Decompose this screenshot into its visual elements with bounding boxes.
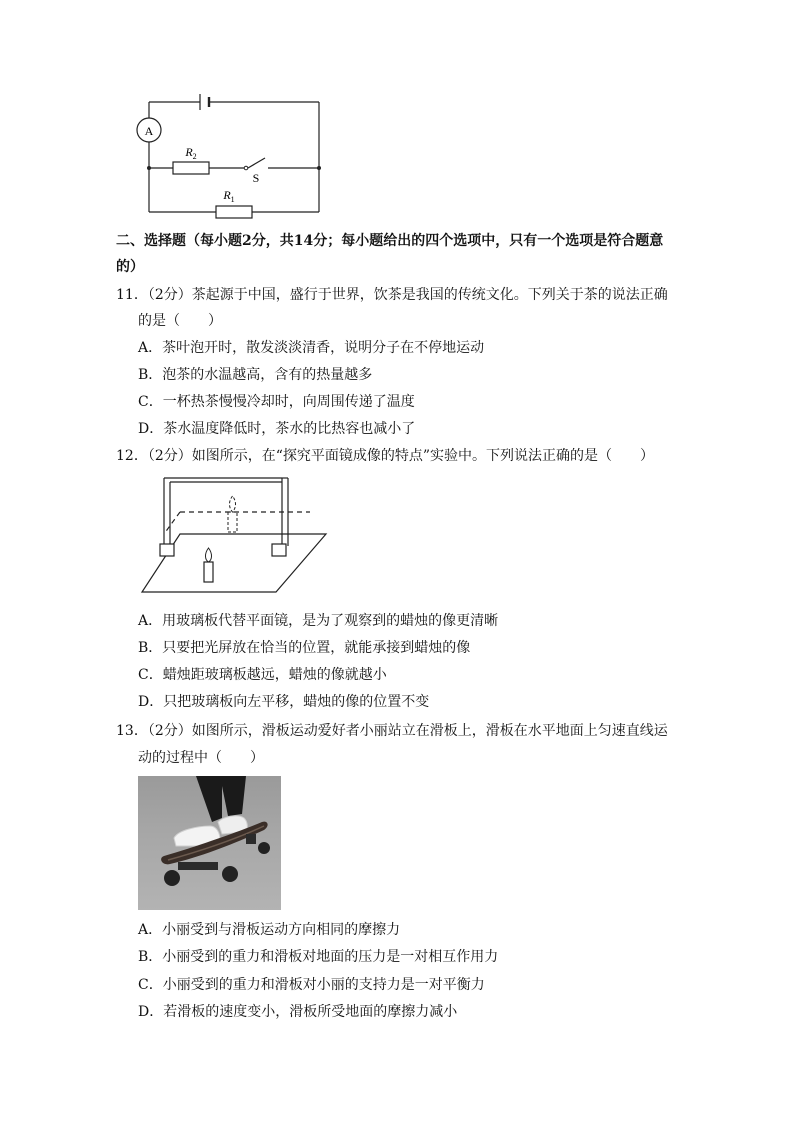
q11-stem: 11．（2分）茶起源于中国，盛行于世界，饮茶是我国的传统文化。下列关于茶的说法正确	[116, 287, 668, 303]
q11-stem-cont: 的是（ ）	[138, 313, 222, 329]
q12-option-b: B．只要把光屏放在恰当的位置，就能承接到蜡烛的像	[138, 640, 471, 656]
q12-stem: 12．（2分）如图所示，在“探究平面镜成像的特点”实验中。下列说法正确的是（ ）	[116, 448, 655, 464]
plane-mirror-diagram	[140, 474, 330, 598]
q11-option-c: C．一杯热茶慢慢冷却时，向周围传递了温度	[138, 394, 415, 410]
section-heading: 二、选择题（每小题2分，共14分；每小题给出的四个选项中，只有一个选项是符合题意	[116, 233, 664, 249]
candle-real-icon	[204, 548, 213, 582]
junction-dot	[317, 166, 321, 170]
circuit-diagram	[125, 88, 335, 220]
glass-support-right	[272, 544, 286, 556]
resistor-r2	[173, 162, 209, 174]
q12-option-a: A．用玻璃板代替平面镜，是为了观察到的蜡烛的像更清晰	[138, 613, 499, 629]
ammeter-label: A	[144, 124, 154, 138]
q12-option-c: C．蜡烛距玻璃板越远，蜡烛的像就越小	[138, 667, 387, 683]
q12-option-d: D．只把玻璃板向左平移，蜡烛的像的位置不变	[138, 694, 430, 710]
q13-option-c: C．小丽受到的重力和滑板对小丽的支持力是一对平衡力	[138, 977, 485, 993]
q11-option-a: A．茶叶泡开时，散发淡淡清香，说明分子在不停地运动	[138, 340, 485, 356]
q11-option-b: B．泡茶的水温越高，含有的热量越多	[138, 367, 373, 383]
resistor-r1	[216, 206, 252, 218]
q11-option-d: D．茶水温度降低时，茶水的比热容也减小了	[138, 421, 416, 437]
switch-pivot	[244, 166, 248, 170]
q13-option-b: B．小丽受到的重力和滑板对地面的压力是一对相互作用力	[138, 949, 499, 965]
switch-label: S	[252, 171, 260, 185]
glass-support-left	[160, 544, 174, 556]
q13-option-d: D．若滑板的速度变小，滑板所受地面的摩擦力减小	[138, 1004, 458, 1020]
q13-stem: 13．（2分）如图所示，滑板运动爱好者小丽站立在滑板上，滑板在水平地面上匀速直线运	[116, 723, 668, 739]
q13-stem-cont: 动的过程中（ ）	[138, 750, 264, 766]
section-heading-cont: 的）	[116, 259, 144, 275]
skateboard-photo	[138, 776, 281, 910]
candle-image-icon	[228, 496, 237, 532]
r2-label: $R_2$	[185, 145, 197, 161]
q13-option-a: A．小丽受到与滑板运动方向相同的摩擦力	[138, 922, 401, 938]
r1-label: $R_1$	[223, 188, 235, 204]
junction-dot	[147, 166, 151, 170]
